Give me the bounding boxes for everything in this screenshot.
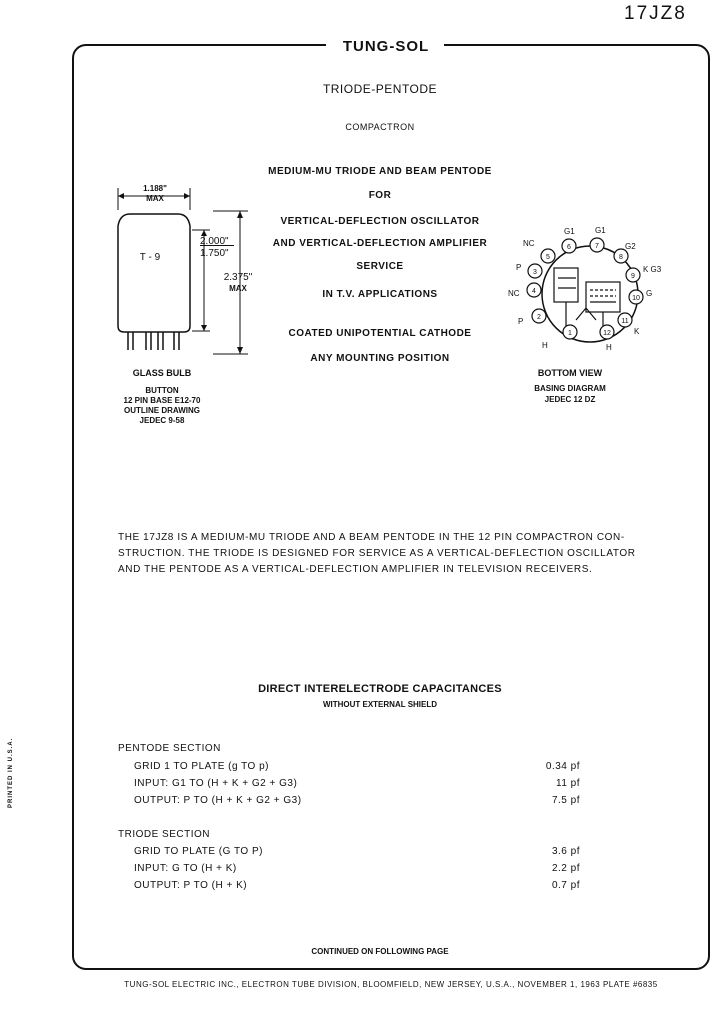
pin-number: 1 <box>568 330 572 337</box>
capacitance-row <box>134 761 580 772</box>
capacitance-label: INPUT: G1 TO (H + K + G2 + G3) <box>134 778 298 789</box>
pin-number: 9 <box>631 273 635 280</box>
pin-number: 3 <box>533 269 537 276</box>
capacitance-label: INPUT: G TO (H + K) <box>134 863 237 874</box>
capacitance-label: GRID TO PLATE (G TO P) <box>134 846 263 857</box>
capacitance-row <box>134 846 580 857</box>
feature-line: AND VERTICAL-DEFLECTION AMPLIFIER <box>272 238 488 249</box>
outline-caption: 12 PIN BASE E12-70 <box>123 396 201 405</box>
feature-line: IN T.V. APPLICATIONS <box>322 289 438 300</box>
capacitance-value: 0.34 pf <box>545 761 580 772</box>
feature-line: SERVICE <box>356 261 404 272</box>
capacitance-value: 0.7 pf <box>551 880 580 891</box>
pin-number: 5 <box>546 254 550 261</box>
outline-caption: JEDEC 9-58 <box>139 416 185 425</box>
footer-imprint: TUNG-SOL ELECTRIC INC., ELECTRON TUBE DIVISION, BLOOMFIELD, NEW JERSEY, U.S.A., NOVEMBER 1, 1963 PLATE #6835 <box>124 980 658 989</box>
outline-caption: BUTTON <box>145 386 179 395</box>
seated-height-lower: 1.750" <box>200 248 229 259</box>
pin-label: G <box>646 289 653 298</box>
pin-label: H <box>606 343 612 352</box>
pin-number: 7 <box>595 243 599 250</box>
pin-label: P <box>516 263 522 272</box>
capacitance-value: 11 pf <box>556 778 580 789</box>
pin-number: 10 <box>632 295 640 302</box>
feature-line: COATED UNIPOTENTIAL CATHODE <box>288 328 472 339</box>
pin-number: 12 <box>603 330 611 337</box>
brand-logo: TUNG-SOL <box>342 38 430 55</box>
pin-label: G2 <box>625 242 636 251</box>
outline-drawing <box>108 178 258 358</box>
fraction-rule <box>200 245 234 246</box>
capacitance-row <box>134 778 580 789</box>
basing-caption: BASING DIAGRAM <box>534 384 606 393</box>
description-line: THE 17JZ8 IS A MEDIUM-MU TRIODE AND A BEAM PENTODE IN THE 12 PIN COMPACTRON CON- <box>118 532 625 543</box>
pin-number: 4 <box>532 288 536 295</box>
pin-label: NC <box>523 239 535 248</box>
pin-label: K <box>634 327 640 336</box>
pentode-section-label: PENTODE SECTION <box>118 743 221 754</box>
tube-type-number: 17JZ8 <box>624 3 687 24</box>
basing-diagram <box>506 226 676 356</box>
feature-line: MEDIUM-MU TRIODE AND BEAM PENTODE <box>268 166 492 177</box>
capacitance-row <box>134 795 580 806</box>
continued-note: CONTINUED ON FOLLOWING PAGE <box>311 947 449 956</box>
description-line: AND THE PENTODE AS A VERTICAL-DEFLECTION AMPLIFIER IN TELEVISION RECEIVERS. <box>118 564 593 575</box>
page-title: TRIODE-PENTODE <box>322 82 438 96</box>
capacitance-label: OUTPUT: P TO (H + K) <box>134 880 248 891</box>
pin-label: P <box>518 317 524 326</box>
capacitance-value: 3.6 pf <box>551 846 580 857</box>
outline-caption: OUTLINE DRAWING <box>124 406 200 415</box>
pin-label: G1 <box>564 227 575 236</box>
description-line: STRUCTION. THE TRIODE IS DESIGNED FOR SERVICE AS A VERTICAL-DEFLECTION OSCILLATOR <box>118 548 636 559</box>
capacitance-label: GRID 1 TO PLATE (g TO p) <box>134 761 270 772</box>
outline-caption: GLASS BULB <box>132 368 192 378</box>
capacitances-subtitle: WITHOUT EXTERNAL SHIELD <box>322 700 438 709</box>
side-print-text: PRINTED IN U.S.A. <box>8 737 14 808</box>
capacitances-title: DIRECT INTERELECTRODE CAPACITANCES <box>258 683 502 695</box>
width-max-label: MAX <box>146 194 164 203</box>
pin-number: 2 <box>537 314 541 321</box>
pin-number: 8 <box>619 254 623 261</box>
seated-height-upper: 2.000" <box>200 236 229 247</box>
width-dimension: 1.188" <box>143 184 167 193</box>
page-subtitle: COMPACTRON <box>345 122 415 132</box>
triode-section-label: TRIODE SECTION <box>118 829 211 840</box>
pin-number: 6 <box>567 244 571 251</box>
pin-label: K G3 <box>643 265 662 274</box>
feature-line: ANY MOUNTING POSITION <box>310 353 450 364</box>
pin-number: 11 <box>621 318 629 325</box>
feature-line: FOR <box>368 190 392 201</box>
capacitance-label: OUTPUT: P TO (H + K + G2 + G3) <box>134 795 302 806</box>
bulb-type-label: T - 9 <box>139 252 161 263</box>
basing-caption: JEDEC 12 DZ <box>544 395 596 404</box>
capacitance-row <box>134 880 580 891</box>
side-print-mark <box>0 720 30 810</box>
feature-line: VERTICAL-DEFLECTION OSCILLATOR <box>280 216 480 227</box>
overall-height-dimension: 2.375" <box>223 272 253 283</box>
pin-label: H <box>542 341 548 350</box>
capacitance-row <box>134 863 580 874</box>
basing-caption: BOTTOM VIEW <box>537 368 603 378</box>
capacitance-value: 2.2 pf <box>551 863 580 874</box>
capacitance-value: 7.5 pf <box>551 795 580 806</box>
pin-label: G1 <box>595 226 606 235</box>
height-max-label: MAX <box>229 284 247 293</box>
pin-label: NC <box>508 289 520 298</box>
